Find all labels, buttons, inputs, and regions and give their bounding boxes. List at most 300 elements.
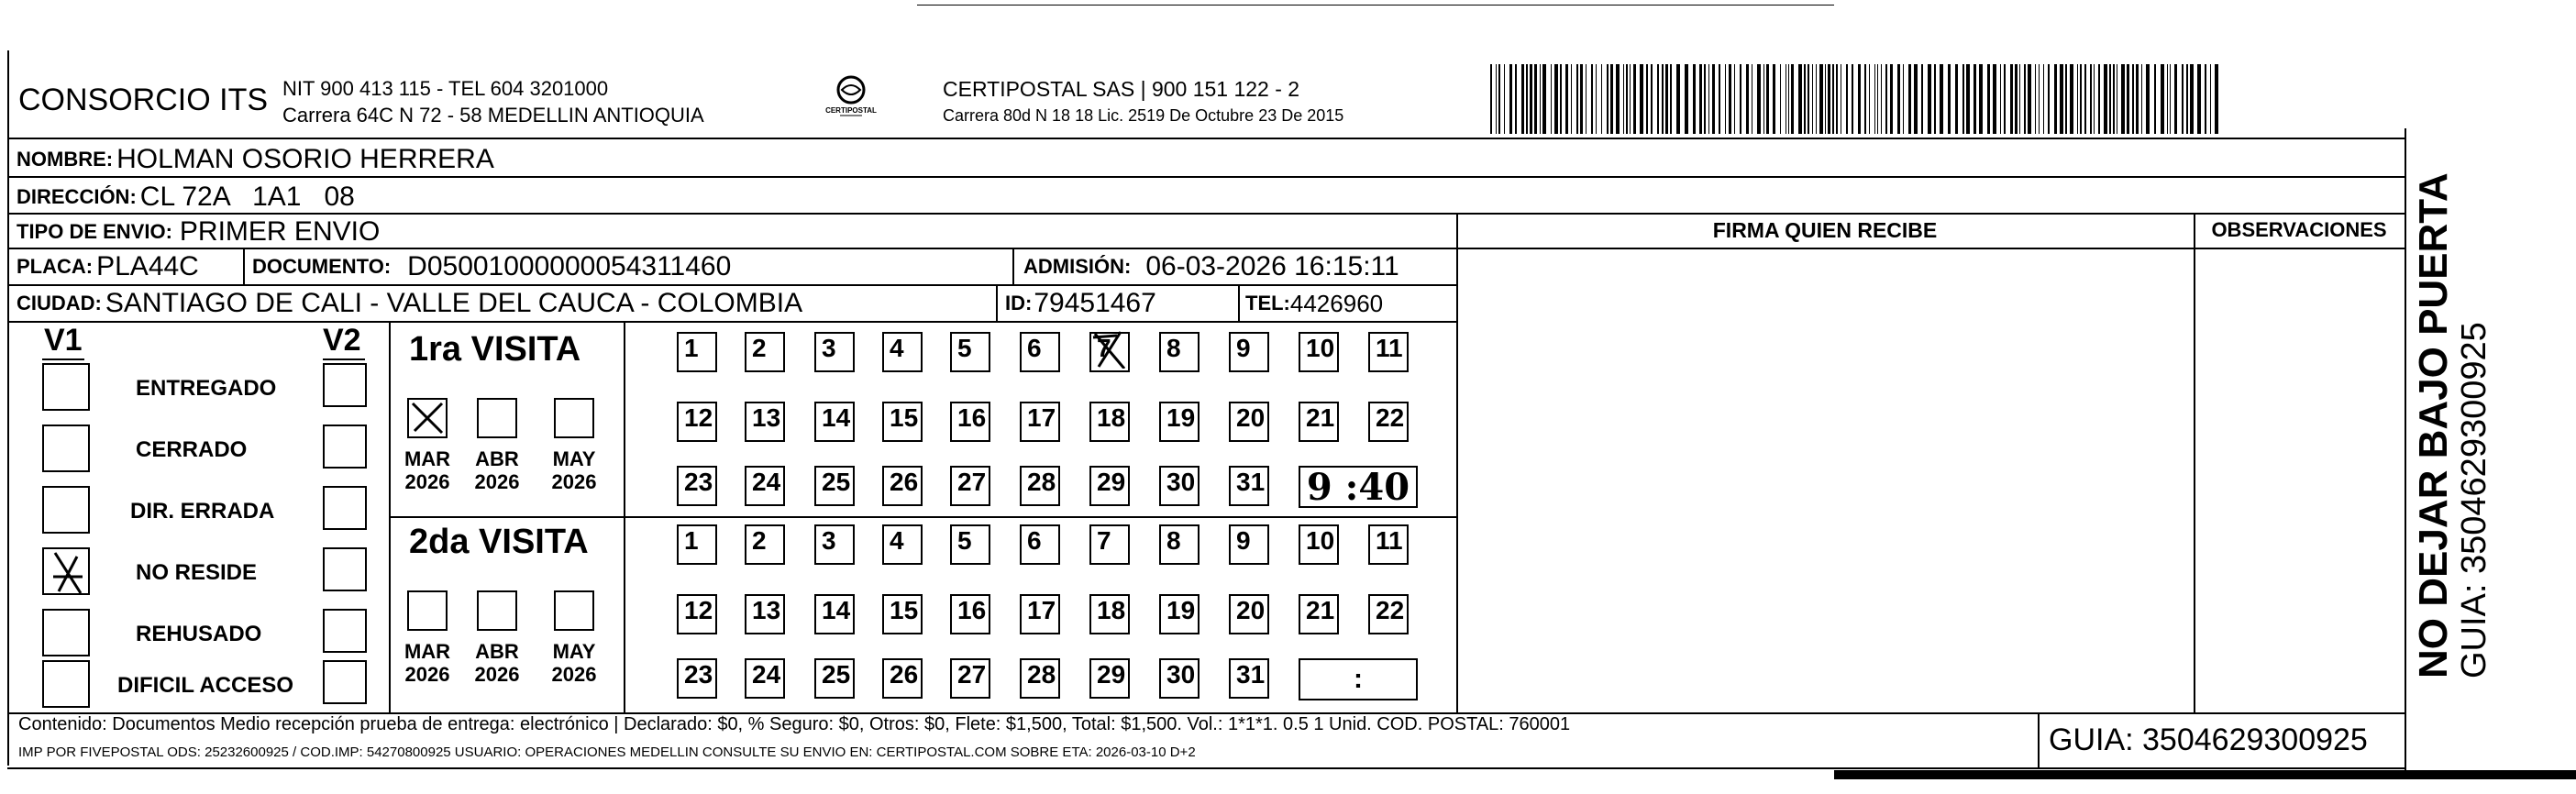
v1-checkbox[interactable] (42, 363, 90, 411)
month-year: 2026 (551, 663, 597, 687)
day-number: 12 (684, 596, 713, 624)
day-number: 23 (684, 660, 713, 689)
first-visit-day-box[interactable] (1089, 332, 1130, 372)
documento-value: D05001000000054311460 (407, 251, 732, 281)
barcode-bar (1766, 64, 1769, 134)
second-visit-day-box[interactable] (1299, 594, 1339, 634)
second-visit-time: : (1354, 664, 1363, 694)
logo-text: CERTIPOSTAL (825, 106, 877, 115)
barcode-bar (2170, 64, 2171, 134)
second-visit-month-checkbox[interactable] (554, 590, 594, 631)
barcode-bar (2136, 64, 2139, 134)
barcode-bar (2004, 64, 2006, 134)
footer-line-1: Contenido: Documentos Medio recepción prueba de entrega: electrónico | Declarado: $0, % Seguro: $0, Otros: $0, Flete: $1,500, Total: $1,500. Vol.: 1*1*1. 0.5 1 Unid. COD. POSTAL: 760001 (18, 714, 1571, 734)
second-visit-day-box[interactable] (745, 594, 785, 634)
first-visit-day-box[interactable] (1299, 332, 1339, 372)
barcode-bar (1791, 64, 1794, 134)
v1-checkbox[interactable] (42, 425, 90, 472)
side-text (2412, 128, 2513, 678)
first-visit-day-box[interactable] (677, 332, 717, 372)
direccion-value: CL 72A 1A1 08 (139, 182, 355, 212)
day-number: 22 (1376, 403, 1405, 432)
second-visit-day-box[interactable] (950, 594, 990, 634)
barcode-bar (1864, 64, 1866, 134)
barcode-bar (1665, 64, 1668, 134)
day-number: 3 (822, 334, 836, 362)
barcode-bar (2197, 64, 2201, 134)
first-visit-day-box[interactable] (882, 466, 923, 506)
barcode-bar (1828, 64, 1830, 134)
barcode-bar (2090, 64, 2092, 134)
side-guia: GUIA: 3504629300925 (2455, 322, 2494, 678)
barcode-bar (1576, 64, 1578, 134)
day-number: 25 (822, 660, 851, 689)
second-visit-day-box[interactable] (1020, 658, 1060, 699)
barcode-bar (1746, 64, 1749, 134)
second-visit-day-box[interactable] (1159, 658, 1200, 699)
barcode-bar (2127, 64, 2129, 134)
barcode-bar (1580, 64, 1583, 134)
second-visit-day-box[interactable] (950, 524, 990, 565)
month-year: 2026 (474, 470, 520, 494)
day-number: 11 (1376, 334, 1403, 362)
v2-checkbox[interactable] (323, 609, 367, 653)
barcode-bar (2104, 64, 2107, 134)
admision-value: 06-03-2026 16:15:11 (1145, 251, 1399, 281)
tipo-label: TIPO DE ENVIO: (17, 220, 172, 243)
company-line-2: Carrera 64C N 72 - 58 MEDELLIN ANTIOQUIA (282, 104, 704, 127)
month-year: 2026 (551, 470, 597, 494)
first-visit-time-box[interactable] (1299, 466, 1418, 508)
barcode-bar (2024, 64, 2026, 134)
barcode-bar (2182, 64, 2184, 134)
barcode-graphic (1490, 64, 2224, 134)
second-visit-day-box[interactable] (814, 594, 855, 634)
day-number: 4 (890, 526, 904, 555)
first-visit-day-box[interactable] (1229, 402, 1269, 442)
second-visit-day-box[interactable] (745, 658, 785, 699)
barcode-bar (1962, 64, 1964, 134)
barcode-bar (1509, 64, 1512, 134)
day-number: 30 (1166, 660, 1196, 689)
barcode-bar (1928, 64, 1931, 134)
second-visit-day-box[interactable] (1089, 524, 1130, 565)
second-visit-month-label (400, 640, 455, 687)
second-visit-day-box[interactable] (1020, 524, 1060, 565)
second-visit-day-box[interactable] (1229, 524, 1269, 565)
v2-checkbox[interactable] (323, 660, 367, 704)
barcode-bar (2190, 64, 2194, 134)
second-visit-day-box[interactable] (814, 524, 855, 565)
first-visit-day-box[interactable] (1299, 402, 1339, 442)
first-visit-day-box[interactable] (1089, 402, 1130, 442)
barcode-bar (1836, 64, 1838, 134)
first-visit-day-box[interactable] (1159, 466, 1200, 506)
id-value: 79451467 (1034, 288, 1156, 318)
barcode-bar (1934, 64, 1936, 134)
day-number: 28 (1027, 468, 1056, 496)
barcode-bar (1979, 64, 1983, 134)
row-line-5 (7, 321, 1456, 323)
day-number: 16 (957, 403, 987, 432)
barcode-bar (1676, 64, 1680, 134)
barcode-bar (1780, 64, 1781, 134)
second-visit-day-box[interactable] (882, 594, 923, 634)
placa-divider (243, 248, 245, 284)
barcode-bar (1560, 64, 1562, 134)
day-number: 20 (1236, 596, 1266, 624)
first-visit-day-box[interactable] (1159, 332, 1200, 372)
barcode-bar (1798, 64, 1802, 134)
barcode-bar (2035, 64, 2036, 134)
carrier-line-2: Carrera 80d N 18 18 Lic. 2519 De Octubre 23 De 2015 (943, 106, 1344, 125)
barcode-bar (2054, 64, 2057, 134)
barcode-bar (1808, 64, 1809, 134)
placa-value: PLA44C (96, 251, 199, 281)
barcode-bar (1869, 64, 1870, 134)
barcode-bar (1565, 64, 1568, 134)
barcode-bar (1788, 64, 1789, 134)
direccion-label: DIRECCIÓN: (17, 185, 137, 208)
month-name: MAR (404, 447, 451, 470)
barcode-bar (1897, 64, 1900, 134)
bottom-thick-bar (1834, 770, 2576, 779)
month-name: MAY (552, 640, 596, 663)
day-number: 4 (890, 334, 904, 362)
first-visit-time: 9 :40 (1306, 465, 1410, 509)
second-visit-day-box[interactable] (1089, 594, 1130, 634)
status-label: REHUSADO (136, 622, 262, 646)
barcode-bar (1812, 64, 1813, 134)
check-mark-icon (1089, 328, 1130, 369)
second-visit-day-box[interactable] (950, 658, 990, 699)
barcode-bar (2215, 64, 2218, 134)
first-visit-day-box[interactable] (677, 466, 717, 506)
barcode-bar (1740, 64, 1741, 134)
first-visit-day-box[interactable] (1089, 466, 1130, 506)
ciudad-label: CIUDAD: (17, 292, 102, 314)
barcode-bar (1729, 64, 1731, 134)
barcode-bar (2094, 64, 2095, 134)
no-dejar-bajo-puerta: NO DEJAR BAJO PUERTA (2411, 172, 2456, 678)
first-visit-day-box[interactable] (814, 332, 855, 372)
barcode-bar (1699, 64, 1702, 134)
barcode-bar (1610, 64, 1613, 134)
barcode-bar (1490, 64, 1492, 134)
v2-checkbox[interactable] (323, 547, 367, 591)
id-divider (996, 284, 998, 321)
barcode-bar (1623, 64, 1624, 134)
barcode-bar (1685, 64, 1688, 134)
barcode-bar (2132, 64, 2134, 134)
day-number: 13 (752, 403, 781, 432)
day-number: 20 (1236, 403, 1266, 432)
admision-divider (1012, 248, 1014, 284)
day-number: 5 (957, 526, 972, 555)
placa-label: PLACA: (17, 255, 94, 278)
status-label: DIR. ERRADA (130, 499, 275, 524)
company-line-1: NIT 900 413 115 - TEL 604 3201000 (282, 77, 609, 100)
first-visit-month-checkbox[interactable] (477, 398, 517, 438)
day-number: 19 (1166, 596, 1196, 624)
day-number: 18 (1097, 596, 1126, 624)
first-visit-day-box[interactable] (1368, 402, 1409, 442)
second-visit-day-box[interactable] (1089, 658, 1130, 699)
month-name: MAY (552, 447, 596, 470)
barcode-bar (1704, 64, 1706, 134)
first-visit-day-box[interactable] (950, 466, 990, 506)
barcode-bar (1719, 64, 1720, 134)
day-number: 17 (1027, 596, 1056, 624)
barcode-bar (1657, 64, 1659, 134)
day-number: 8 (1166, 334, 1181, 362)
barcode-bar (2174, 64, 2177, 134)
barcode-bar (1966, 64, 1970, 134)
second-visit-month-checkbox[interactable] (477, 590, 517, 631)
first-visit-month-label (547, 447, 602, 494)
status-label: CERRADO (136, 437, 248, 462)
day-number: 31 (1236, 468, 1266, 496)
barcode-bar (1651, 64, 1653, 134)
barcode-bar (2098, 64, 2100, 134)
barcode-bar (1554, 64, 1558, 134)
status-label: ENTREGADO (136, 376, 277, 401)
day-number: 1 (684, 334, 699, 362)
day-number: 27 (957, 468, 987, 496)
barcode-bar (1825, 64, 1826, 134)
v1-checkbox[interactable] (42, 660, 90, 708)
footer-guia: GUIA: 3504629300925 (2049, 722, 2368, 757)
day-number: 6 (1027, 334, 1042, 362)
second-visit-day-box[interactable] (1159, 524, 1200, 565)
second-visit-day-box[interactable] (882, 524, 923, 565)
barcode-bar (1630, 64, 1631, 134)
day-number: 15 (890, 403, 919, 432)
second-visit-day-box[interactable] (882, 658, 923, 699)
barcode-bar (2043, 64, 2044, 134)
barcode-bar (1496, 64, 1497, 134)
day-number: 14 (822, 403, 851, 432)
barcode-bar (1571, 64, 1572, 134)
barcode-bar (1832, 64, 1834, 134)
second-visit-day-box[interactable] (1299, 524, 1339, 565)
barcode-bar (2161, 64, 2164, 134)
barcode-bar (2015, 64, 2018, 134)
second-visit-month-label (470, 640, 525, 687)
barcode-bar (1819, 64, 1823, 134)
admision-label: ADMISIÓN: (1023, 255, 1132, 278)
certipostal-logo-icon (814, 73, 888, 128)
first-visit-day-box[interactable] (745, 466, 785, 506)
second-visit-day-box[interactable] (1159, 594, 1200, 634)
day-number: 29 (1097, 468, 1126, 496)
barcode-bar (1881, 64, 1882, 134)
barcode-bar (2084, 64, 2086, 134)
barcode-bar (1734, 64, 1735, 134)
month-name: ABR (475, 640, 519, 663)
first-visit-day-box[interactable] (814, 466, 855, 506)
day-number: 22 (1376, 596, 1405, 624)
day-number: 17 (1027, 403, 1056, 432)
v1-checkbox[interactable] (42, 609, 90, 656)
footer-guia-divider (2038, 712, 2040, 767)
day-number: 2 (752, 334, 767, 362)
barcode-bar (2113, 64, 2115, 134)
first-visit-day-box[interactable] (814, 402, 855, 442)
documento-label: DOCUMENTO: (252, 255, 392, 278)
second-visit-day-box[interactable] (677, 594, 717, 634)
second-visit-day-box[interactable] (1368, 594, 1409, 634)
first-visit-day-box[interactable] (882, 402, 923, 442)
tel-label: TEL: (1245, 292, 1290, 314)
day-number: 7 (1097, 526, 1111, 555)
second-visit-month-label (547, 640, 602, 687)
barcode-bar (1646, 64, 1648, 134)
v2-checkbox[interactable] (323, 425, 367, 469)
barcode-bar (1804, 64, 1806, 134)
first-visit-day-box[interactable] (745, 332, 785, 372)
barcode-bar (2186, 64, 2188, 134)
barcode-bar (2205, 64, 2206, 134)
barcode-bar (1816, 64, 1817, 134)
status-label: NO RESIDE (136, 560, 258, 585)
first-visit-day-box[interactable] (677, 402, 717, 442)
first-visit-day-box[interactable] (950, 332, 990, 372)
barcode-bar (1601, 64, 1602, 134)
second-visit-month-checkbox[interactable] (407, 590, 448, 631)
firma-header: FIRMA QUIEN RECIBE (1712, 218, 1938, 242)
first-visit-day-box[interactable] (1020, 466, 1060, 506)
v2-checkbox[interactable] (323, 486, 367, 530)
barcode-bar (1973, 64, 1976, 134)
barcode-bar (1885, 64, 1887, 134)
v2-checkbox[interactable] (323, 363, 367, 407)
first-visit-day-box[interactable] (1159, 402, 1200, 442)
obs-left-line (2194, 213, 2195, 712)
nombre-label: NOMBRE: (17, 148, 114, 171)
barcode-bar (1712, 64, 1715, 134)
barcode-bar (2010, 64, 2013, 134)
first-visit-day-box[interactable] (1020, 402, 1060, 442)
barcode-bar (2121, 64, 2125, 134)
day-number: 23 (684, 468, 713, 496)
second-visit-day-box[interactable] (1368, 524, 1409, 565)
first-visit-month-label (400, 447, 455, 494)
first-visit-day-box[interactable] (1020, 332, 1060, 372)
footer-line-2: IMP POR FIVEPOSTAL ODS: 25232600925 / COD.IMP: 54270800925 USUARIO: OPERACIONES MEDELLIN CONSULTE SU ENVIO EN: CERTIPOSTAL.COM SOBRE ETA: 2026-03-10 D+2 (18, 744, 1196, 760)
barcode-bar (1640, 64, 1643, 134)
day-number: 6 (1027, 526, 1042, 555)
barcode-bar (1693, 64, 1696, 134)
barcode-bar (2141, 64, 2142, 134)
first-visit-month-checkbox[interactable] (407, 398, 448, 438)
barcode-bar (1940, 64, 1943, 134)
row-line-1 (7, 176, 2405, 178)
barcode-bar (2146, 64, 2150, 134)
day-number: 21 (1306, 403, 1335, 432)
day-number: 10 (1306, 334, 1335, 362)
certipostal-logo (814, 73, 888, 128)
first-visit-day-box[interactable] (1368, 332, 1409, 372)
day-number: 24 (752, 660, 781, 689)
barcode-bar (1858, 64, 1861, 134)
day-number: 24 (752, 468, 781, 496)
check-mark-icon (44, 549, 90, 595)
barcode-bar (2000, 64, 2001, 134)
first-visit-day-box[interactable] (745, 402, 785, 442)
barcode-bar (1877, 64, 1878, 134)
id-label: ID: (1005, 292, 1033, 314)
day-number: 28 (1027, 660, 1056, 689)
day-number: 18 (1097, 403, 1126, 432)
barcode-bar (1534, 64, 1537, 134)
barcode-bar (1586, 64, 1587, 134)
barcode-bar (1955, 64, 1958, 134)
barcode-bar (1763, 64, 1764, 134)
barcode-bar (2210, 64, 2211, 134)
company-name: CONSORCIO ITS (18, 83, 269, 117)
first-visit-month-checkbox[interactable] (554, 398, 594, 438)
v1-checkbox[interactable] (42, 547, 90, 595)
first-visit-day-box[interactable] (1229, 466, 1269, 506)
barcode-bar (1773, 64, 1775, 134)
visit-split-line (389, 516, 1456, 518)
barcode-bar (1725, 64, 1726, 134)
first-visit-day-box[interactable] (1229, 332, 1269, 372)
second-visit-day-box[interactable] (1229, 658, 1269, 699)
barcode-bar (2028, 64, 2031, 134)
first-visit-day-box[interactable] (950, 402, 990, 442)
day-number: 15 (890, 596, 919, 624)
month-name: MAR (404, 640, 451, 663)
day-number: 9 (1236, 334, 1251, 362)
second-visit-day-box[interactable] (677, 658, 717, 699)
second-visit-day-box[interactable] (814, 658, 855, 699)
barcode-bar (2080, 64, 2082, 134)
firma-left-line (1456, 213, 1458, 712)
v1-underline (42, 358, 84, 360)
first-visit-day-box[interactable] (882, 332, 923, 372)
barcode-bar (1530, 64, 1532, 134)
day-number: 19 (1166, 403, 1196, 432)
barcode-bar (1846, 64, 1848, 134)
second-visit-title: 2da VISITA (409, 523, 589, 561)
barcode-bar (1908, 64, 1911, 134)
second-visit-day-box[interactable] (1229, 594, 1269, 634)
barcode-bar (1551, 64, 1552, 134)
day-number: 2 (752, 526, 767, 555)
barcode-bar (2109, 64, 2111, 134)
barcode-bar (1874, 64, 1875, 134)
footer-bottom-line (7, 767, 2405, 769)
barcode-bar (1633, 64, 1636, 134)
barcode-bar (1993, 64, 1996, 134)
row-line-2 (7, 213, 2405, 215)
status-label: DIFICIL ACCESO (117, 673, 294, 698)
barcode-bar (1903, 64, 1904, 134)
second-visit-day-box[interactable] (677, 524, 717, 565)
v1-checkbox[interactable] (42, 486, 90, 534)
tel-divider (1238, 284, 1240, 321)
day-number: 13 (752, 596, 781, 624)
barcode-bar (2019, 64, 2020, 134)
second-visit-day-box[interactable] (745, 524, 785, 565)
day-number: 26 (890, 468, 919, 496)
second-visit-day-box[interactable] (1020, 594, 1060, 634)
row-line-3 (7, 248, 1456, 249)
second-visit-time-box[interactable] (1299, 658, 1418, 700)
day-number: 11 (1376, 526, 1403, 555)
